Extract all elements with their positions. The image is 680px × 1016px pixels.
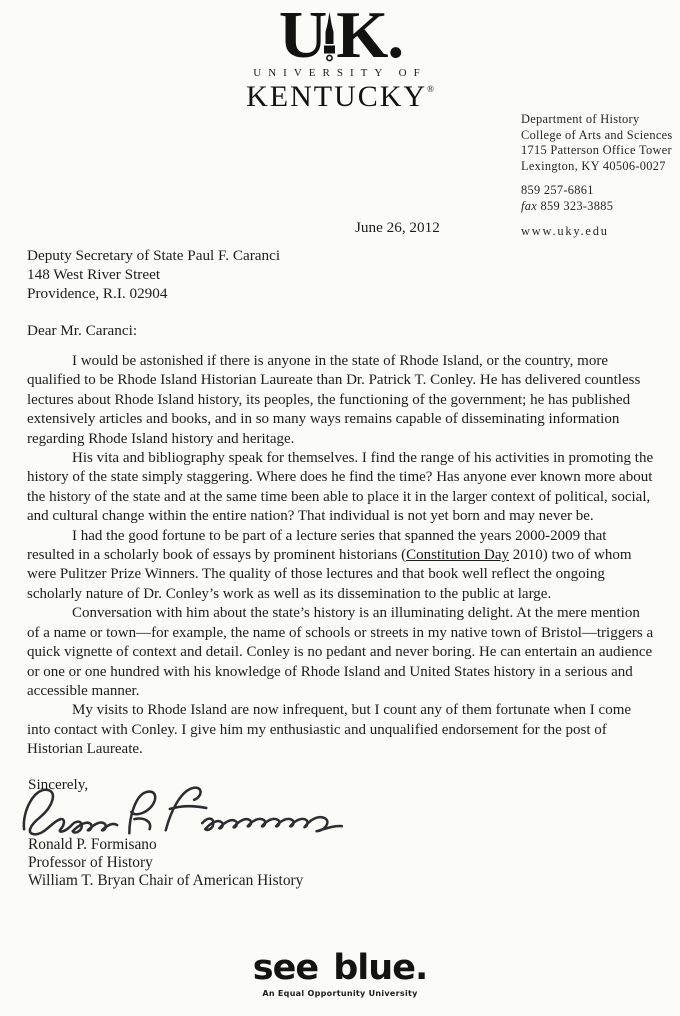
uk-logo-letter-u: U bbox=[278, 0, 325, 72]
phone-number: 859 257-6861 bbox=[521, 183, 594, 198]
equal-opportunity-tagline: An Equal Opportunity University bbox=[262, 989, 418, 998]
uk-logo-period: . bbox=[387, 0, 402, 72]
recipient-line: Deputy Secretary of State Paul F. Caranci bbox=[27, 247, 281, 264]
signer-block bbox=[28, 836, 303, 891]
registered-mark: ® bbox=[427, 83, 434, 94]
department-line: Department of History bbox=[521, 112, 640, 126]
signer-chair-title: William T. Bryan Chair of American History bbox=[28, 872, 304, 890]
phone-fax-block bbox=[521, 183, 676, 214]
uk-logo-letter-k: K bbox=[336, 0, 386, 72]
signer-title: Professor of History bbox=[28, 854, 153, 872]
uk-logo-letters bbox=[0, 0, 680, 72]
body-paragraph-3: I had the good fortune to be part of a lecture series that spanned the years 2000-2009 that resulted in a scholarly book of essays by prominent historians (Constitution Day 2010) two of whom were Pulitzer Prize Winners. The quality of those lectures and that book well reflect the ongoing scholarly nature of Dr. Conley’s work as well as its dissemination to the public at large. bbox=[27, 527, 632, 602]
body-paragraph-1: I would be astonished if there is anyone in the state of Rhode Island, or the country, more qualified to be Rhode Island Historian Laureate than Dr. Patrick T. Conley. He has delivered countless lectures about Rhode Island history, its peoples, the functioning of the government; he has published extensively articles and books, and in so many ways remains capable of disseminating information regarding Rhode Island history and heritage. bbox=[27, 353, 641, 447]
uk-logo bbox=[0, 0, 680, 114]
body-paragraph-5: My visits to Rhode Island are now infrequent, but I count any of them fortunate when I come into contact with Conley. I give him my enthusiastic and unqualified endorsement for the post of Historian Laureate. bbox=[27, 702, 632, 758]
recipient-line: Providence, R.I. 02904 bbox=[27, 285, 168, 303]
see-blue-wordmark: see blue. bbox=[252, 948, 428, 988]
university-of-text: UNIVERSITY OF bbox=[253, 66, 427, 79]
kentucky-wordmark: KENTUCKY® bbox=[246, 79, 434, 113]
website-url: www.uky.edu bbox=[521, 223, 609, 238]
signature-scribble bbox=[18, 779, 352, 843]
recipient-block bbox=[27, 246, 280, 304]
department-line: 1715 Patterson Office Tower bbox=[521, 143, 672, 158]
body-paragraph-4: Conversation with him about the state’s history is an illuminating delight. At the mere mention of a name or town—for example, the name of schools or streets in my native town of Bristol—triggers a quick vignette of context and detail. Conley is no pedant and never boring. He can entertain an audience or one or one hundred with his knowledge of Rhode Island and United States history in a serious and accessible manner. bbox=[27, 605, 654, 699]
footer bbox=[0, 948, 680, 998]
recipient-line: 148 West River Street bbox=[27, 266, 161, 284]
logo-tower-icon bbox=[322, 12, 337, 62]
department-line: Lexington, KY 40506-0027 bbox=[521, 158, 666, 173]
valediction: Sincerely, bbox=[28, 776, 89, 793]
letter-date: June 26, 2012 bbox=[355, 219, 440, 236]
fax-number: 859 323-3885 bbox=[540, 198, 614, 213]
fax-line bbox=[521, 199, 676, 215]
signer-name: Ronald P. Formisano bbox=[28, 836, 157, 853]
letter-body bbox=[27, 352, 654, 760]
salutation: Dear Mr. Caranci: bbox=[27, 322, 138, 339]
body-paragraph-2: His vita and bibliography speak for themselves. I find the range of his activities in promoting the history of the state simply staggering. Where does he find the time? Has anyone ever known more about the history of the state and at the same time been able to place it in the larger context of political, social, and cultural change within the entire nation? That individual is not yet born and may never be. bbox=[27, 450, 654, 525]
department-address bbox=[521, 112, 676, 174]
department-line: College of Arts and Sciences bbox=[521, 127, 673, 142]
fax-label: fax bbox=[521, 198, 538, 213]
department-address-block bbox=[521, 112, 676, 239]
constitution-day-underlined: Constitution Day bbox=[406, 547, 510, 564]
